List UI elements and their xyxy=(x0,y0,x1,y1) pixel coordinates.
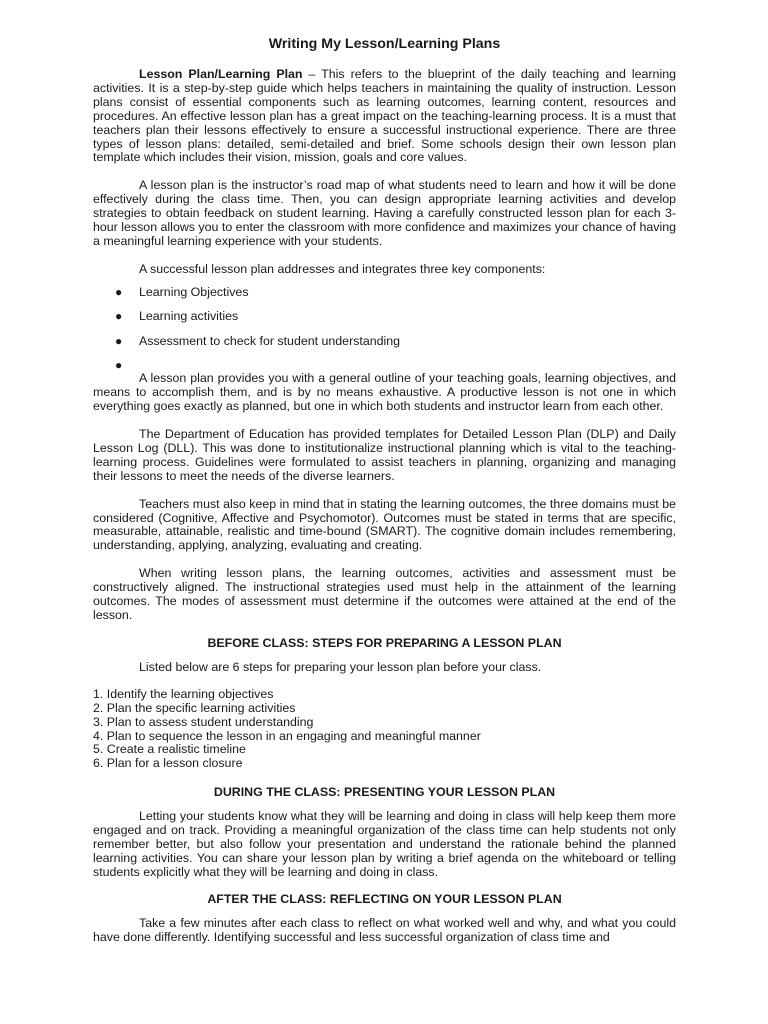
list-item: 4. Plan to sequence the lesson in an engaging and meaningful manner xyxy=(93,728,481,743)
section-heading-before-class: BEFORE CLASS: STEPS FOR PREPARING A LESSON PLAN xyxy=(207,635,562,650)
paragraph-during-class: Letting your students know what they will be learning and doing in class will help keep them more engaged and on track. Providing a meaningful organization of the class time can help students not only remember better, but also follow your presentation and understand the rationale behind the planned learning activities. You can share your lesson plan by writing a brief agenda on the whiteboard or telling students explicitly what they will be learning and doing in class. xyxy=(93,809,676,879)
list-item-text: Learning activities xyxy=(139,309,239,324)
preparation-steps-list xyxy=(93,688,676,771)
bullet-glyph: ● xyxy=(115,358,123,373)
paragraph-key-components-intro: A successful lesson plan addresses and integrates three key components: xyxy=(139,261,546,276)
list-item xyxy=(93,358,676,372)
key-components-list xyxy=(93,285,676,373)
list-item: 2. Plan the specific learning activities xyxy=(93,700,296,715)
paragraph-steps-intro: Listed below are 6 steps for preparing your lesson plan before your class. xyxy=(139,659,542,674)
list-item-text: Learning Objectives xyxy=(139,284,249,299)
list-item: 1. Identify the learning objectives xyxy=(93,686,274,701)
document-title: Writing My Lesson/Learning Plans xyxy=(268,36,501,52)
list-item xyxy=(93,334,676,359)
paragraph-learning-domains: Teachers must also keep in mind that in stating the learning outcomes, the three domains must be considered (Cognitive, Affective and Psychomotor). Outcomes must be stated in terms that are specific, measurable, attainable, realistic and time-bound (SMART). The cognitive domain includes remembering, understanding, applying, analyzing, evaluating and creating. xyxy=(93,496,676,553)
bullet-glyph: ● xyxy=(115,309,123,324)
paragraph-lesson-plan-definition xyxy=(93,68,676,165)
section-heading-during-class: DURING THE CLASS: PRESENTING YOUR LESSON PLAN xyxy=(213,785,556,800)
list-item: 3. Plan to assess student understanding xyxy=(93,714,314,729)
list-item: 5. Create a realistic timeline xyxy=(93,742,246,757)
bullet-glyph: ● xyxy=(115,333,123,348)
section-heading-after-class: AFTER THE CLASS: REFLECTING ON YOUR LESSON PLAN xyxy=(207,891,562,906)
paragraph-after-class: Take a few minutes after each class to reflect on what worked well and why, and what you could have done differently. Identifying successful and less successful organization of class time and xyxy=(93,915,676,944)
paragraph-general-outline: A lesson plan provides you with a general outline of your teaching goals, learning objectives, and means to accomplish them, and is by no means exhaustive. A productive lesson is not one in which everything goes exactly as planned, but one in which both students and instructor learn from each other. xyxy=(93,371,676,414)
list-item-text: Assessment to check for student understanding xyxy=(139,333,401,348)
paragraph-road-map: A lesson plan is the instructor’s road map of what students need to learn and how it will be done effectively during the class time. Then, you can design appropriate learning activities and develop strategies to obtain feedback on student learning. Having a carefully constructed lesson plan for each 3-hour lesson allows you to enter the classroom with more confidence and maximizes your chance of having a meaningful learning experience with your students. xyxy=(93,178,676,248)
list-item: 6. Plan for a lesson closure xyxy=(93,756,243,771)
paragraph-text: – This refers to the blueprint of the daily teaching and learning activities. It is a step-by-step guide which helps teachers in maintaining the quality of instruction. Lesson plans consist of essential components such as learning outcomes, learning content, resources and procedures. An effective lesson plan has a great impact on the teaching-learning process. It is a must that teachers plan their lessons effectively to ensure a successful instructional experience. There are three types of lesson plans: detailed, semi-detailed and brief. Some schools design their own lesson plan template which includes their vision, mission, goals and core values. xyxy=(93,67,676,165)
list-item xyxy=(93,309,676,334)
paragraph-deped-templates: The Department of Education has provided templates for Detailed Lesson Plan (DLP) and Daily Lesson Log (DLL). This was done to institutionalize instructional planning which is vital to the teaching-learning process. Guidelines were formulated to assist teachers in planning, organizing and managing their lessons to meet the needs of the diverse learners. xyxy=(93,427,676,483)
list-item xyxy=(93,285,676,310)
bullet-glyph: ● xyxy=(115,284,123,299)
paragraph-constructive-alignment: When writing lesson plans, the learning outcomes, activities and assessment must be constructively aligned. The instructional strategies used must help in the attainment of the learning outcomes. The modes of assessment must determine if the outcomes were attained at the end of the lesson. xyxy=(93,566,676,622)
lead-term: Lesson Plan/Learning Plan xyxy=(139,67,303,81)
